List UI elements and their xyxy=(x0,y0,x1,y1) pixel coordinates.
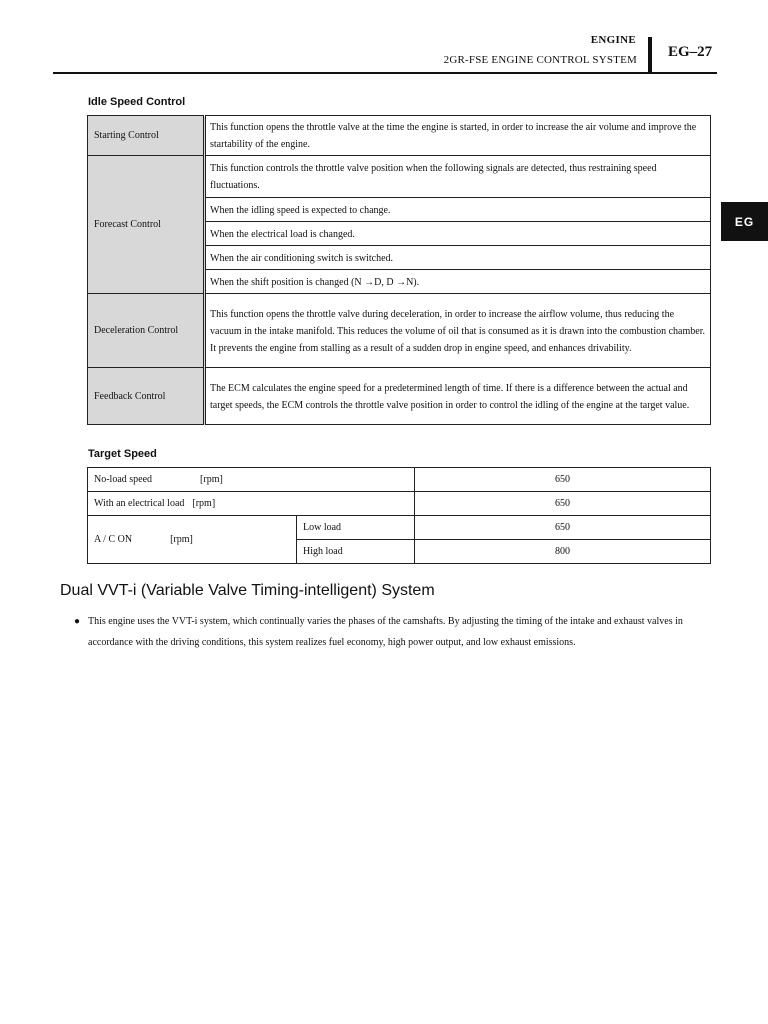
table-row xyxy=(88,368,711,425)
table-row xyxy=(88,294,711,368)
electrical-load-label xyxy=(88,492,415,516)
idle-speed-control-table xyxy=(87,115,711,425)
row-label-feedback: Feedback Control xyxy=(88,368,205,425)
header-rule xyxy=(53,72,717,74)
unit-label: [rpm] xyxy=(200,474,223,485)
table-row xyxy=(88,516,711,540)
row-label-starting: Starting Control xyxy=(88,116,205,156)
ac-low-load-value: 650 xyxy=(415,516,711,540)
row-text-deceleration: This function opens the throttle valve during deceleration, in order to increase the airflow volume, thus reducing the vacuum in the intake manifold. This reduces the volume of oil that is consumed as it is drawn into the combustion chamber. It prevents the engine from stalling as a result of a sudden drop in engine speed, and enhances drivability. xyxy=(205,294,711,368)
row-text-forecast-item: When the shift position is changed (N →D, D →N). xyxy=(205,270,711,294)
row-text-starting: This function opens the throttle valve at the time the engine is started, in order to increase the air volume and improve the startability of the engine. xyxy=(205,116,711,156)
header-section-title: ENGINE xyxy=(590,34,636,46)
table-row xyxy=(88,468,711,492)
ac-high-load-label: High load xyxy=(297,540,415,564)
no-load-speed-label xyxy=(88,468,415,492)
ac-on-label xyxy=(88,516,297,564)
header-divider-vertical xyxy=(648,37,652,73)
row-text-forecast-intro: This function controls the throttle valve position when the following signals are detected, thus restraining speed fluctuations. xyxy=(205,156,711,198)
no-load-speed-text: No-load speed xyxy=(94,474,153,485)
section-side-tab: EG xyxy=(721,202,768,241)
ac-low-load-label: Low load xyxy=(297,516,415,540)
dual-vvti-section-title: Dual VVT-i (Variable Valve Timing-intelligent) System xyxy=(60,582,435,599)
electrical-load-value: 650 xyxy=(415,492,711,516)
row-text-forecast-item: When the air conditioning switch is switched. xyxy=(205,246,711,270)
ac-high-load-value: 800 xyxy=(415,540,711,564)
idle-speed-control-heading: Idle Speed Control xyxy=(88,96,186,108)
row-text-feedback: The ECM calculates the engine speed for a predetermined length of time. If there is a difference between the actual and target speeds, the ECM controls the throttle valve position in order to control the idling of the engine at the target value. xyxy=(205,368,711,425)
row-label-forecast: Forecast Control xyxy=(88,156,205,294)
row-text-forecast-item: When the idling speed is expected to change. xyxy=(205,198,711,222)
unit-label: [rpm] xyxy=(192,498,216,509)
bullet-icon: ● xyxy=(74,616,81,627)
ac-on-text: A / C ON xyxy=(94,534,133,545)
electrical-load-text: With an electrical load xyxy=(94,498,185,509)
dual-vvti-bullet xyxy=(74,611,714,653)
table-row xyxy=(88,156,711,198)
unit-label: [rpm] xyxy=(170,534,193,545)
page-number: EG–27 xyxy=(668,44,713,60)
no-load-speed-value: 650 xyxy=(415,468,711,492)
dual-vvti-bullet-text: This engine uses the VVT-i system, which continually varies the phases of the camshafts. By adjusting the timing of the intake and exhaust valves in accordance with the driving conditions, this system realizes fuel economy, high power output, and low exhaust emissions. xyxy=(88,616,683,648)
row-text-forecast-item: When the electrical load is changed. xyxy=(205,222,711,246)
table-row xyxy=(88,116,711,156)
header-subsection-title: 2GR-FSE ENGINE CONTROL SYSTEM xyxy=(443,54,637,66)
target-speed-table xyxy=(87,467,711,564)
target-speed-heading: Target Speed xyxy=(88,448,157,460)
row-label-deceleration: Deceleration Control xyxy=(88,294,205,368)
table-row xyxy=(88,492,711,516)
